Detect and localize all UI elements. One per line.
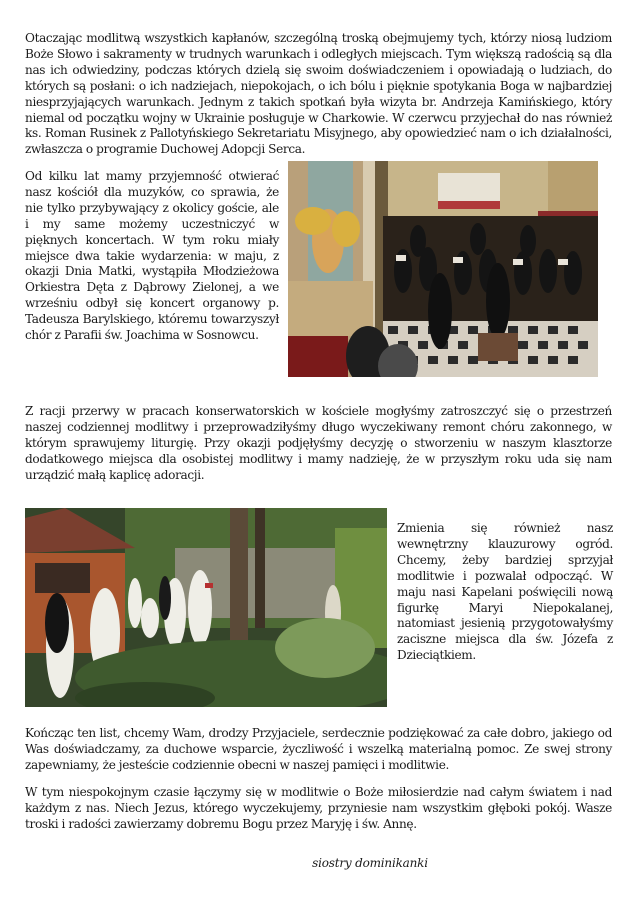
paragraph-garden: Zmienia się również nasz wewnętrzny klauzurowy ogród. Chcemy, żeby bardziej sprzyjał modlitwie i pozwalał odpocząć. W maju nasi Kapelani poświęcili nową figurkę Maryi Niepokalanej, natomiast jesienią przygotowałyśmy zaciszne miejsca dla św. Józefa z Dzieciątkiem. (397, 521, 613, 663)
paragraph-concerts: Od kilku lat mamy przyjemność otwierać nasz kościół dla muzyków, co sprawia, że nie tylko przybywający z okolicy goście, ale i my same możemy uczestniczyć w pięknych koncertach. W tym roku miały miejsce dwa takie wydarzenia: w maju, z okazji Dnia Matki, wystąpiła Młodzieżowa Orkiestra Dęta z Dąbrowy Zielonej, a we wrześniu odbył się koncert organowy p. Tadeusza Barylskiego, któremu towarzyszył chór z Parafii św. Joachima w Sosnowcu. (25, 169, 279, 343)
concert-photo (288, 161, 612, 377)
paragraph-thanks: Kończąc ten list, chcemy Wam, drodzy Przyjaciele, serdecznie podziękować za całe dobro, jakiego od Was doświadczamy, za duchowe wsparcie, życzliwość i wszelką materialną pomoc. Ze swej strony zapewniamy, że jesteście codziennie obecni w naszej pamięci i modlitwie. (25, 726, 612, 772)
paragraph-renovation: Z racji przerwy w pracach konserwatorskich w kościele mogłyśmy zatroszczyć się o przestrzeń naszej codziennej modlitwy i przeprowadziłyśmy długo wyczekiwany remont chóru zakonnego, w którym sprawujemy liturgię. Przy okazji podjęłyśmy decyzję o stworzeniu w naszym klasztorze dodatkowego miejsca dla osobistej modlitwy i mamy nadzieję, że w przyszłym roku uda się nam urządzić małą kaplicę adoracji. (25, 404, 612, 482)
garden-photo (25, 508, 387, 707)
signature: siostry dominikanki (312, 856, 428, 870)
concert-photo-illustration (288, 161, 612, 377)
paragraph-blessing: W tym niespokojnym czasie łączymy się w modlitwie o Boże miłosierdzie nad całym światem i nad każdym z nas. Niech Jezus, którego wyczekujemy, przyniesie nam wszystkim głęboki pokój. Wasze troski i radości zawierzamy dobremu Bogu przez Maryję i św. Annę. (25, 785, 612, 831)
garden-photo-illustration (25, 508, 387, 707)
paragraph-visits: Otaczając modlitwą wszystkich kapłanów, szczególną troską obejmujemy tych, którzy niosą ludziom Boże Słowo i sakramenty w trudnych warunkach i odległych miejscach. Tym większą radością są dla nas ich odwiedziny, podczas których dzielą się swoim doświadczeniem i opowiadają o ludziach, do których są posłani: o ich nadziejach, niepokojach, o ich bólu i pięknie spotykania Boga w najbardziej niesprzyjających warunkach. Jednym z takich spotkań była wizyta br. Andrzeja Kamińskiego, który niemal od początku wojny w Ukrainie posługuje w Charkowie. W czerwcu przyjechał do nas również ks. Roman Rusinek z Pallotyńskiego Sekretariatu Misyjnego, aby opowiedzieć nam o ich działalności, zwłaszcza o programie Duchowej Adopcji Serca. (25, 31, 612, 157)
